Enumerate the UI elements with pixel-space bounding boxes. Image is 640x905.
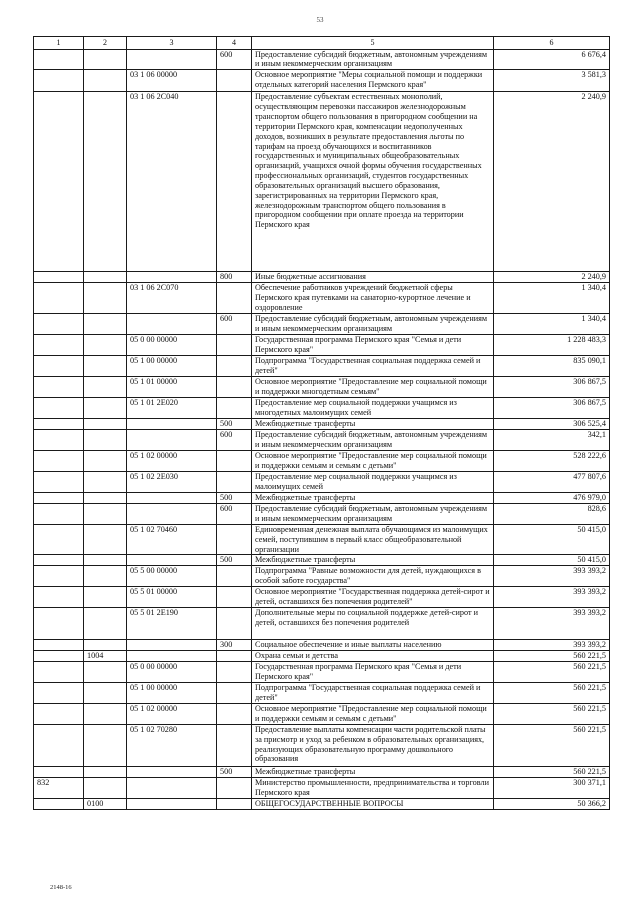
cell-expense-type: 500 (217, 492, 252, 503)
cell-section (34, 283, 84, 314)
table-row (34, 70, 610, 92)
table-row (34, 450, 610, 471)
cell-amount: 393 393,2 (494, 587, 610, 608)
cell-section (34, 651, 84, 662)
cell-section (34, 566, 84, 587)
cell-expense-type (217, 608, 252, 640)
table-row (34, 703, 610, 724)
cell-amount: 835 090,1 (494, 356, 610, 377)
cell-section (34, 724, 84, 766)
cell-amount: 560 221,5 (494, 724, 610, 766)
cell-subsection (84, 49, 127, 70)
cell-description: Охрана семьи и детства (252, 651, 494, 662)
cell-description: Предоставление субсидий бюджетным, автономным учреждениям и иным некоммерческим организациям (252, 314, 494, 335)
column-header: 5 (252, 37, 494, 50)
cell-expense-type (217, 450, 252, 471)
cell-amount: 1 228 483,3 (494, 335, 610, 356)
cell-target-article: 05 1 02 70460 (127, 524, 217, 555)
cell-section (34, 587, 84, 608)
cell-amount: 306 525,4 (494, 419, 610, 430)
cell-expense-type (217, 356, 252, 377)
table-row (34, 651, 610, 662)
cell-subsection (84, 429, 127, 450)
cell-amount: 300 371,1 (494, 777, 610, 798)
cell-target-article: 05 1 01 2Е020 (127, 398, 217, 419)
cell-subsection (84, 524, 127, 555)
cell-subsection (84, 283, 127, 314)
cell-section (34, 335, 84, 356)
cell-amount: 393 393,2 (494, 608, 610, 640)
document-code: 2148-16 (50, 884, 72, 891)
cell-section (34, 703, 84, 724)
cell-expense-type (217, 587, 252, 608)
table-row (34, 429, 610, 450)
cell-target-article (127, 272, 217, 283)
cell-amount: 50 366,2 (494, 798, 610, 809)
cell-section (34, 524, 84, 555)
cell-section (34, 503, 84, 524)
cell-amount: 2 240,9 (494, 272, 610, 283)
cell-expense-type: 300 (217, 640, 252, 651)
cell-description: Государственная программа Пермского края "Семья и дети Пермского края" (252, 661, 494, 682)
cell-section (34, 70, 84, 92)
cell-section: 832 (34, 777, 84, 798)
cell-amount: 2 240,9 (494, 92, 610, 272)
cell-expense-type (217, 703, 252, 724)
cell-amount: 342,1 (494, 429, 610, 450)
cell-description: Предоставление мер социальной поддержки учащимся из малоимущих семей (252, 471, 494, 492)
cell-amount: 528 222,6 (494, 450, 610, 471)
cell-section (34, 92, 84, 272)
cell-target-article (127, 492, 217, 503)
cell-section (34, 429, 84, 450)
cell-target-article: 05 5 00 00000 (127, 566, 217, 587)
table-row (34, 471, 610, 492)
cell-target-article: 05 1 02 70280 (127, 724, 217, 766)
table-row (34, 419, 610, 430)
cell-subsection (84, 661, 127, 682)
cell-target-article: 03 1 06 2С040 (127, 92, 217, 272)
cell-section (34, 608, 84, 640)
cell-section (34, 471, 84, 492)
cell-description: Межбюджетные трансферты (252, 419, 494, 430)
cell-subsection (84, 377, 127, 398)
cell-section (34, 682, 84, 703)
cell-section (34, 766, 84, 777)
cell-section (34, 640, 84, 651)
cell-description: Межбюджетные трансферты (252, 492, 494, 503)
column-header: 1 (34, 37, 84, 50)
cell-description: Предоставление мер социальной поддержки учащимся из многодетных малоимущих семей (252, 398, 494, 419)
cell-amount: 560 221,5 (494, 651, 610, 662)
cell-subsection (84, 272, 127, 283)
cell-subsection (84, 555, 127, 566)
cell-description: Основное мероприятие "Государственная поддержка детей-сирот и детей, оставшихся без попечения родителей" (252, 587, 494, 608)
column-header: 6 (494, 37, 610, 50)
cell-subsection (84, 92, 127, 272)
cell-expense-type (217, 471, 252, 492)
table-row (34, 283, 610, 314)
table-row (34, 49, 610, 70)
cell-section (34, 555, 84, 566)
cell-amount: 6 676,4 (494, 49, 610, 70)
cell-section (34, 377, 84, 398)
cell-expense-type (217, 283, 252, 314)
column-header: 4 (217, 37, 252, 50)
cell-section (34, 49, 84, 70)
cell-description: Основное мероприятие "Меры социальной помощи и поддержки отдельных категорий населения Пермского края" (252, 70, 494, 92)
cell-expense-type: 500 (217, 766, 252, 777)
cell-subsection (84, 398, 127, 419)
cell-expense-type (217, 398, 252, 419)
cell-amount: 393 393,2 (494, 566, 610, 587)
table-row (34, 640, 610, 651)
table-row (34, 492, 610, 503)
cell-description: Подпрограмма "Равные возможности для детей, нуждающихся в особой заботе государства" (252, 566, 494, 587)
cell-amount: 560 221,5 (494, 682, 610, 703)
cell-target-article (127, 651, 217, 662)
cell-amount: 393 393,2 (494, 640, 610, 651)
cell-expense-type (217, 92, 252, 272)
cell-subsection (84, 766, 127, 777)
cell-amount: 306 867,5 (494, 377, 610, 398)
cell-expense-type: 600 (217, 429, 252, 450)
cell-subsection (84, 587, 127, 608)
cell-amount: 3 581,3 (494, 70, 610, 92)
cell-target-article: 03 1 06 00000 (127, 70, 217, 92)
cell-target-article: 05 1 00 00000 (127, 682, 217, 703)
cell-subsection (84, 682, 127, 703)
table-row (34, 724, 610, 766)
cell-target-article: 05 1 00 00000 (127, 356, 217, 377)
cell-section (34, 398, 84, 419)
cell-subsection (84, 450, 127, 471)
cell-description: Обеспечение работников учреждений бюджетной сферы Пермского края путевками на санаторно-курортное лечение и оздоровление (252, 283, 494, 314)
table-row (34, 587, 610, 608)
cell-subsection (84, 70, 127, 92)
cell-description: Государственная программа Пермского края "Семья и дети Пермского края" (252, 335, 494, 356)
cell-description: Предоставление субсидий бюджетным, автономным учреждениям и иным некоммерческим организациям (252, 49, 494, 70)
table-row (34, 272, 610, 283)
cell-expense-type: 600 (217, 314, 252, 335)
cell-description: Подпрограмма "Государственная социальная поддержка семей и детей" (252, 682, 494, 703)
cell-expense-type (217, 335, 252, 356)
table-row (34, 766, 610, 777)
cell-target-article: 05 1 01 00000 (127, 377, 217, 398)
table-row (34, 608, 610, 640)
cell-target-article (127, 419, 217, 430)
cell-expense-type (217, 724, 252, 766)
cell-subsection (84, 724, 127, 766)
cell-target-article: 05 0 00 00000 (127, 661, 217, 682)
cell-subsection (84, 640, 127, 651)
cell-expense-type (217, 524, 252, 555)
cell-target-article (127, 429, 217, 450)
cell-target-article (127, 766, 217, 777)
cell-amount: 477 807,6 (494, 471, 610, 492)
cell-amount: 50 415,0 (494, 524, 610, 555)
cell-expense-type (217, 566, 252, 587)
cell-expense-type: 500 (217, 555, 252, 566)
table-row (34, 398, 610, 419)
cell-target-article: 05 5 01 00000 (127, 587, 217, 608)
cell-section (34, 492, 84, 503)
table-row (34, 314, 610, 335)
cell-target-article (127, 314, 217, 335)
cell-amount: 560 221,5 (494, 766, 610, 777)
cell-section (34, 798, 84, 809)
cell-target-article: 05 1 02 00000 (127, 450, 217, 471)
table-row (34, 555, 610, 566)
cell-target-article: 05 1 02 2Е030 (127, 471, 217, 492)
cell-subsection (84, 419, 127, 430)
cell-description: Основное мероприятие "Предоставление мер социальной помощи и поддержки семьям и семьям с детьми" (252, 450, 494, 471)
table-row (34, 503, 610, 524)
cell-description: Предоставление выплаты компенсации части родительской платы за присмотр и уход за ребенком в образовательных организациях, реализующих образовательную программу дошкольного образования (252, 724, 494, 766)
cell-subsection (84, 503, 127, 524)
cell-expense-type (217, 682, 252, 703)
cell-target-article: 05 1 02 00000 (127, 703, 217, 724)
cell-amount: 306 867,5 (494, 398, 610, 419)
table-row (34, 92, 610, 272)
table-row (34, 377, 610, 398)
cell-description: ОБЩЕГОСУДАРСТВЕННЫЕ ВОПРОСЫ (252, 798, 494, 809)
cell-amount: 560 221,5 (494, 661, 610, 682)
table-row (34, 566, 610, 587)
cell-target-article (127, 555, 217, 566)
cell-amount: 1 340,4 (494, 314, 610, 335)
table-row (34, 798, 610, 809)
cell-subsection (84, 471, 127, 492)
cell-target-article (127, 503, 217, 524)
cell-subsection (84, 314, 127, 335)
cell-subsection: 1004 (84, 651, 127, 662)
cell-expense-type: 600 (217, 503, 252, 524)
cell-subsection (84, 608, 127, 640)
column-header: 3 (127, 37, 217, 50)
cell-amount: 560 221,5 (494, 703, 610, 724)
cell-description: Основное мероприятие "Предоставление мер социальной помощи и поддержки семьям и семьям с детьми" (252, 703, 494, 724)
budget-table (33, 36, 610, 810)
cell-expense-type: 500 (217, 419, 252, 430)
table-row (34, 777, 610, 798)
cell-description: Предоставление субъектам естественных монополий, осуществляющим перевозки пассажиров железнодорожным транспортом общего пользования в пригородном сообщении на территории Пермского края, компенсации недополученных доходов, возникших в результате предоставления льготы по тарифам на проезд обучающихся и воспитанников государственных и муниципальных общеобразовательных организаций, учащихся очной формы обучения государственных профессиональных организаций, студентов государственных образовательных организаций высшего образования, зарегистрированных на территории Пермского края, железнодорожным транспортом общего пользования в пригородном сообщении при оплате проезда на территории Пермского края (252, 92, 494, 272)
cell-amount: 50 415,0 (494, 555, 610, 566)
page-number: 53 (316, 16, 324, 24)
cell-subsection (84, 492, 127, 503)
cell-description: Иные бюджетные ассигнования (252, 272, 494, 283)
table-row (34, 335, 610, 356)
cell-expense-type (217, 777, 252, 798)
cell-subsection: 0100 (84, 798, 127, 809)
cell-description: Предоставление субсидий бюджетным, автономным учреждениям и иным некоммерческим организациям (252, 503, 494, 524)
cell-subsection (84, 566, 127, 587)
cell-expense-type (217, 651, 252, 662)
cell-expense-type: 600 (217, 49, 252, 70)
cell-expense-type: 800 (217, 272, 252, 283)
cell-expense-type (217, 70, 252, 92)
cell-description: Социальное обеспечение и иные выплаты населению (252, 640, 494, 651)
cell-subsection (84, 703, 127, 724)
cell-amount: 828,6 (494, 503, 610, 524)
cell-subsection (84, 335, 127, 356)
cell-amount: 1 340,4 (494, 283, 610, 314)
cell-expense-type (217, 798, 252, 809)
cell-subsection (84, 777, 127, 798)
cell-expense-type (217, 377, 252, 398)
cell-target-article: 05 0 00 00000 (127, 335, 217, 356)
table-row (34, 356, 610, 377)
column-header: 2 (84, 37, 127, 50)
cell-target-article: 05 5 01 2Е190 (127, 608, 217, 640)
cell-description: Межбюджетные трансферты (252, 555, 494, 566)
cell-section (34, 450, 84, 471)
cell-section (34, 661, 84, 682)
table-row (34, 524, 610, 555)
cell-description: Подпрограмма "Государственная социальная поддержка семей и детей" (252, 356, 494, 377)
cell-description: Предоставление субсидий бюджетным, автономным учреждениям и иным некоммерческим организациям (252, 429, 494, 450)
cell-target-article: 03 1 06 2С070 (127, 283, 217, 314)
cell-section (34, 419, 84, 430)
cell-target-article (127, 49, 217, 70)
cell-description: Дополнительные меры по социальной поддержке детей-сирот и детей, оставшихся без попечения родителей (252, 608, 494, 640)
cell-amount: 476 979,0 (494, 492, 610, 503)
cell-description: Межбюджетные трансферты (252, 766, 494, 777)
cell-target-article (127, 798, 217, 809)
table-row (34, 682, 610, 703)
cell-subsection (84, 356, 127, 377)
cell-section (34, 314, 84, 335)
table-row (34, 661, 610, 682)
cell-target-article (127, 777, 217, 798)
cell-section (34, 272, 84, 283)
cell-description: Министерство промышленности, предпринимательства и торговли Пермского края (252, 777, 494, 798)
cell-expense-type (217, 661, 252, 682)
header-row (34, 37, 610, 50)
cell-description: Единовременная денежная выплата обучающимся из малоимущих семей, поступившим в первый класс общеобразовательной организации (252, 524, 494, 555)
cell-target-article (127, 640, 217, 651)
cell-section (34, 356, 84, 377)
cell-description: Основное мероприятие "Предоставление мер социальной помощи и поддержки многодетным семьям" (252, 377, 494, 398)
